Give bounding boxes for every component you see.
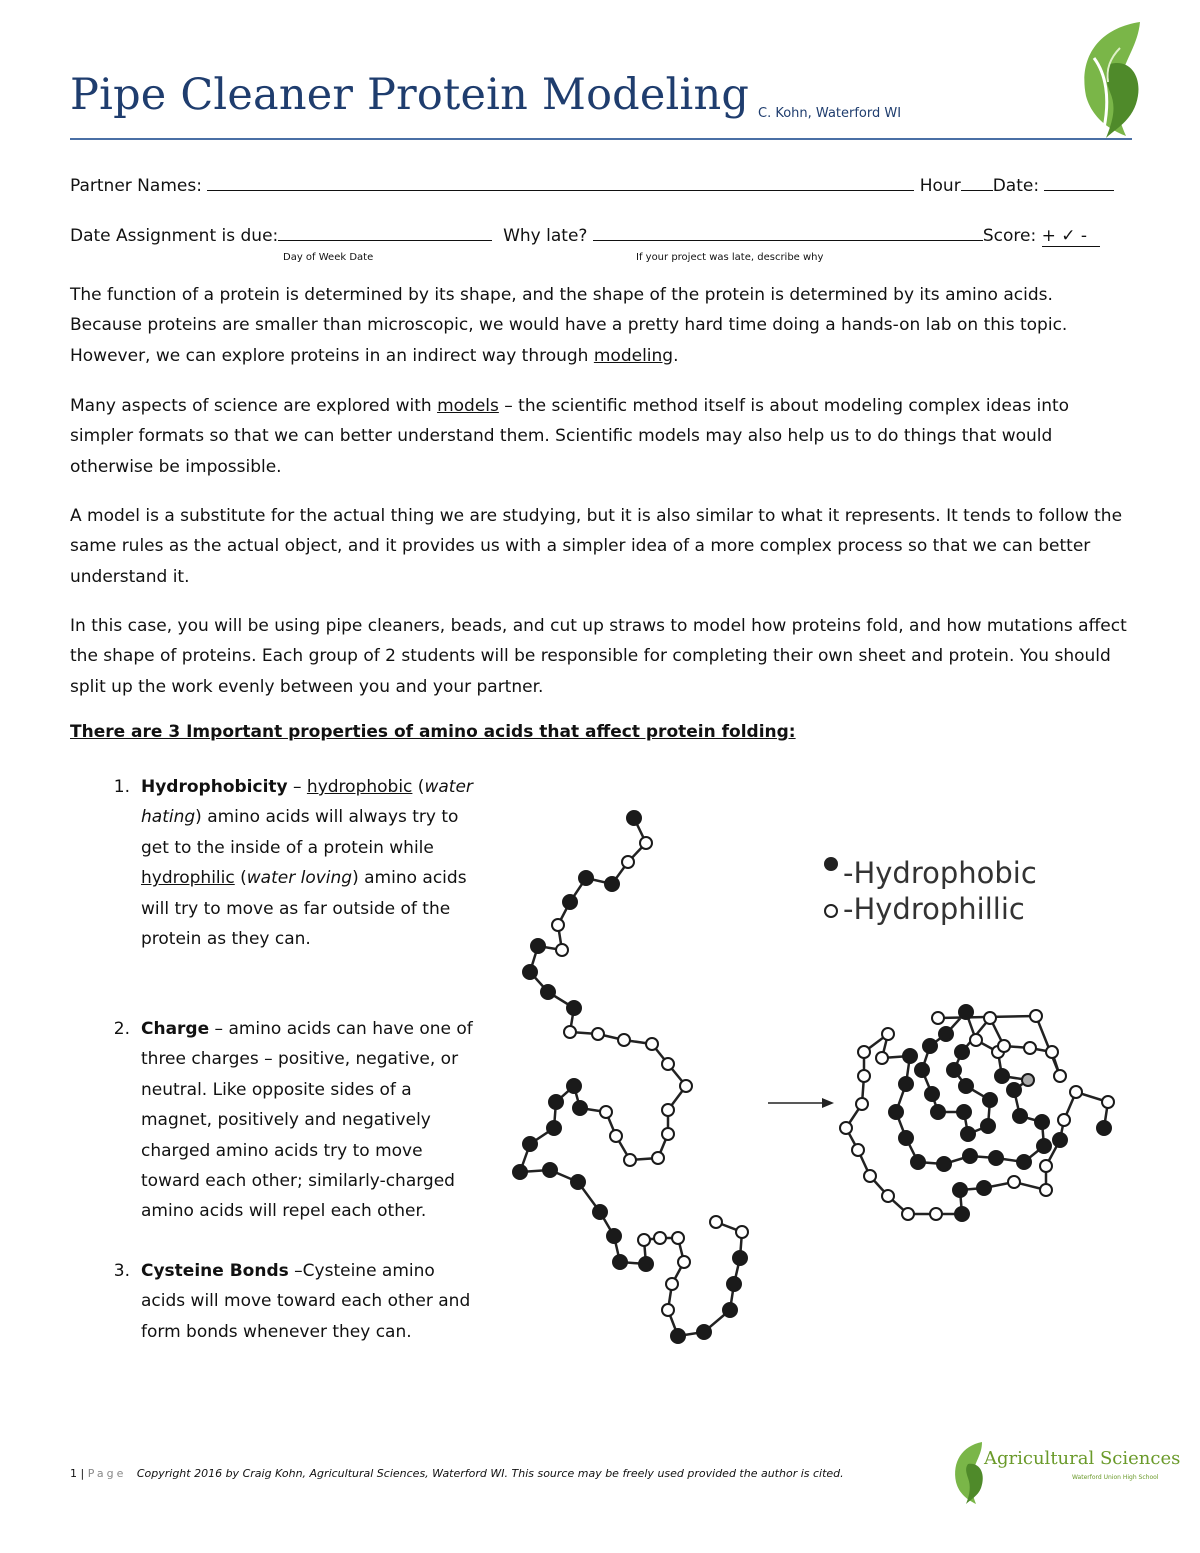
bead: [1030, 1010, 1042, 1022]
date-label: Date:: [992, 176, 1040, 196]
bead: [961, 1127, 975, 1141]
intro-paragraph-4: In this case, you will be using pipe cleaners, beads, and cut up straws to model how proteins fold, and how mutations affect the shape of proteins. Each group of 2 students will be responsible for completing their own sheet and protein. You should split up the work evenly between you and your partner.: [70, 616, 1127, 697]
page-title: Pipe Cleaner Protein Modeling: [70, 70, 750, 120]
bead: [989, 1151, 1003, 1165]
bead: [984, 1012, 996, 1024]
bead: [733, 1251, 747, 1265]
bead: [567, 1079, 581, 1093]
bead: [646, 1038, 658, 1050]
bead: [592, 1028, 604, 1040]
bead: [915, 1063, 929, 1077]
bead: [1054, 1070, 1066, 1082]
hour-label: Hour: [919, 176, 961, 196]
property-item-charge: 2. Charge – amino acids can have one of three charges – positive, negative, or neutral. Like opposite sides of a magnet, positively and negatively charged amino acids try to move toward each other; similarly-charged amino acids will repel each other.: [113, 1019, 473, 1222]
bead: [876, 1052, 888, 1064]
bead: [662, 1058, 674, 1070]
bead: [1040, 1184, 1052, 1196]
bead: [981, 1119, 995, 1133]
bead: [640, 837, 652, 849]
bead: [666, 1278, 678, 1290]
bead: [618, 1034, 630, 1046]
bead: [662, 1128, 674, 1140]
intro-paragraph-2: Many aspects of science are explored with models – the scientific method itself is about modeling complex ideas into simpler formats so that we can better understand them. Scientific models may also help us to do things that would otherwise be impossible.: [70, 396, 1070, 477]
bead: [1053, 1133, 1067, 1147]
bead: [605, 877, 619, 891]
bead: [932, 1012, 944, 1024]
bead: [959, 1079, 973, 1093]
bead: [882, 1190, 894, 1202]
bead: [963, 1149, 977, 1163]
modeling-term: modeling: [593, 345, 674, 366]
bead: [889, 1105, 903, 1119]
bead: [662, 1104, 674, 1116]
bead: [1040, 1160, 1052, 1172]
late-hint: If your project was late, describe why: [636, 252, 824, 263]
bead: [1007, 1083, 1021, 1097]
bead: [955, 1045, 969, 1059]
due-hint: Day of Week Date: [283, 252, 374, 263]
bead: [925, 1087, 939, 1101]
why-late-label: Why late?: [503, 226, 588, 246]
bead: [957, 1105, 971, 1119]
bead: [899, 1131, 913, 1145]
bead: [959, 1005, 973, 1019]
bead: [652, 1152, 664, 1164]
bead: [953, 1183, 967, 1197]
bead: [513, 1165, 527, 1179]
bead: [552, 919, 564, 931]
bead: [613, 1255, 627, 1269]
hydrophobic-legend-icon: [824, 857, 838, 871]
bead: [541, 985, 555, 999]
partner-label: Partner Names:: [70, 176, 202, 196]
bead: [654, 1232, 666, 1244]
bead: [1070, 1086, 1082, 1098]
bead: [531, 939, 545, 953]
bead: [858, 1046, 870, 1058]
bead: [998, 1040, 1010, 1052]
logo-title: Agricultural Sciences: [984, 1448, 1181, 1469]
legend-hydrophobic-label: -Hydrophobic: [843, 856, 1037, 890]
bead: [977, 1181, 991, 1195]
intro-paragraph-3: A model is a substitute for the actual thing we are studying, but it is also similar to what it represents. It tends to follow the same rules as the actual object, and it provides us with a simpler idea of a more complex process so that we can better understand it.: [70, 506, 1123, 587]
fold-arrow: [768, 1098, 834, 1108]
bead: [1022, 1074, 1034, 1086]
unfolded-chain: [513, 811, 748, 1343]
property-item-hydrophobicity: 1. Hydrophobicity – hydrophobic (water hating) amino acids will always try to get to the inside of a protein while hydrophilic (water loving) amino acids will try to move as far outside of the protein as they can.: [113, 777, 473, 950]
bead: [573, 1101, 587, 1115]
author-byline: C. Kohn, Waterford WI: [758, 106, 902, 121]
bead: [1024, 1042, 1036, 1054]
bead: [543, 1163, 557, 1177]
bead: [1046, 1046, 1058, 1058]
bead: [600, 1106, 612, 1118]
bead: [736, 1226, 748, 1238]
bead: [593, 1205, 607, 1219]
bead: [662, 1304, 674, 1316]
bead: [931, 1105, 945, 1119]
bead: [624, 1154, 636, 1166]
property-item-cysteine: 3. Cysteine Bonds –Cysteine amino acids will move toward each other and form bonds whenever they can.: [113, 1261, 471, 1342]
bead: [571, 1175, 585, 1189]
bead: [882, 1028, 894, 1040]
bead: [523, 1137, 537, 1151]
bead: [627, 811, 641, 825]
bead: [983, 1093, 997, 1107]
bead: [549, 1095, 563, 1109]
copyright-text: Copyright 2016 by Craig Kohn, Agricultural Sciences, Waterford WI. This source may be freely used provided the author is cited.: [136, 1467, 844, 1480]
legend: [824, 856, 1037, 926]
due-label: Date Assignment is due:: [70, 226, 279, 246]
bead: [697, 1325, 711, 1339]
bead: [567, 1001, 581, 1015]
bead: [678, 1256, 690, 1268]
bead: [564, 1026, 576, 1038]
score-label: Score:: [982, 226, 1037, 246]
models-term: models: [437, 396, 499, 416]
intro-paragraph-1: The function of a protein is determined by its shape, and the shape of the protein is determined by its amino acids. Because proteins are smaller than microscopic, we would have a pretty hard time doing a hands-on lab on this topic. However, we can explore proteins in an indirect way through modeling.: [70, 285, 1068, 366]
agricultural-sciences-logo-icon: [948, 1440, 988, 1506]
bead: [671, 1329, 685, 1343]
bead: [672, 1232, 684, 1244]
bead: [523, 965, 537, 979]
bead: [899, 1077, 913, 1091]
bead: [1017, 1155, 1031, 1169]
score-options[interactable]: + ✓ -: [1042, 226, 1100, 247]
bead: [556, 944, 568, 956]
bead: [547, 1121, 561, 1135]
bead: [723, 1303, 737, 1317]
bead: [930, 1208, 942, 1220]
bead: [607, 1229, 621, 1243]
bead: [622, 856, 634, 868]
bead: [1097, 1121, 1111, 1135]
legend-hydrophilic-label: -Hydrophillic: [843, 892, 1025, 926]
page-footer: 1 | Page Copyright 2016 by Craig Kohn, Agricultural Sciences, Waterford WI. This source may be freely used provided the author is cited.: [70, 1467, 844, 1480]
bead: [727, 1277, 741, 1291]
bead: [864, 1170, 876, 1182]
bead: [680, 1080, 692, 1092]
bead: [639, 1257, 653, 1271]
bead: [955, 1207, 969, 1221]
bead: [579, 871, 593, 885]
bead: [563, 895, 577, 909]
bead: [939, 1027, 953, 1041]
bead: [610, 1130, 622, 1142]
bead: [840, 1122, 852, 1134]
bead: [911, 1155, 925, 1169]
bead: [995, 1069, 1009, 1083]
bead: [1037, 1139, 1051, 1153]
bead: [858, 1070, 870, 1082]
bead: [947, 1063, 961, 1077]
logo-subtitle: Waterford Union High School: [1072, 1474, 1159, 1481]
bead: [1013, 1109, 1027, 1123]
bead: [1035, 1115, 1049, 1129]
bead: [852, 1144, 864, 1156]
bead: [638, 1234, 650, 1246]
bead: [970, 1034, 982, 1046]
properties-heading: There are 3 Important properties of amino acids that affect protein folding:: [70, 722, 796, 742]
bead: [710, 1216, 722, 1228]
bead: [923, 1039, 937, 1053]
bead: [937, 1157, 951, 1171]
bead: [1102, 1096, 1114, 1108]
bead: [856, 1098, 868, 1110]
bead: [1058, 1114, 1070, 1126]
bead: [903, 1049, 917, 1063]
hydrophilic-legend-icon: [825, 905, 837, 917]
bead: [1008, 1176, 1020, 1188]
folded-chain: [840, 1005, 1114, 1221]
bead: [902, 1208, 914, 1220]
